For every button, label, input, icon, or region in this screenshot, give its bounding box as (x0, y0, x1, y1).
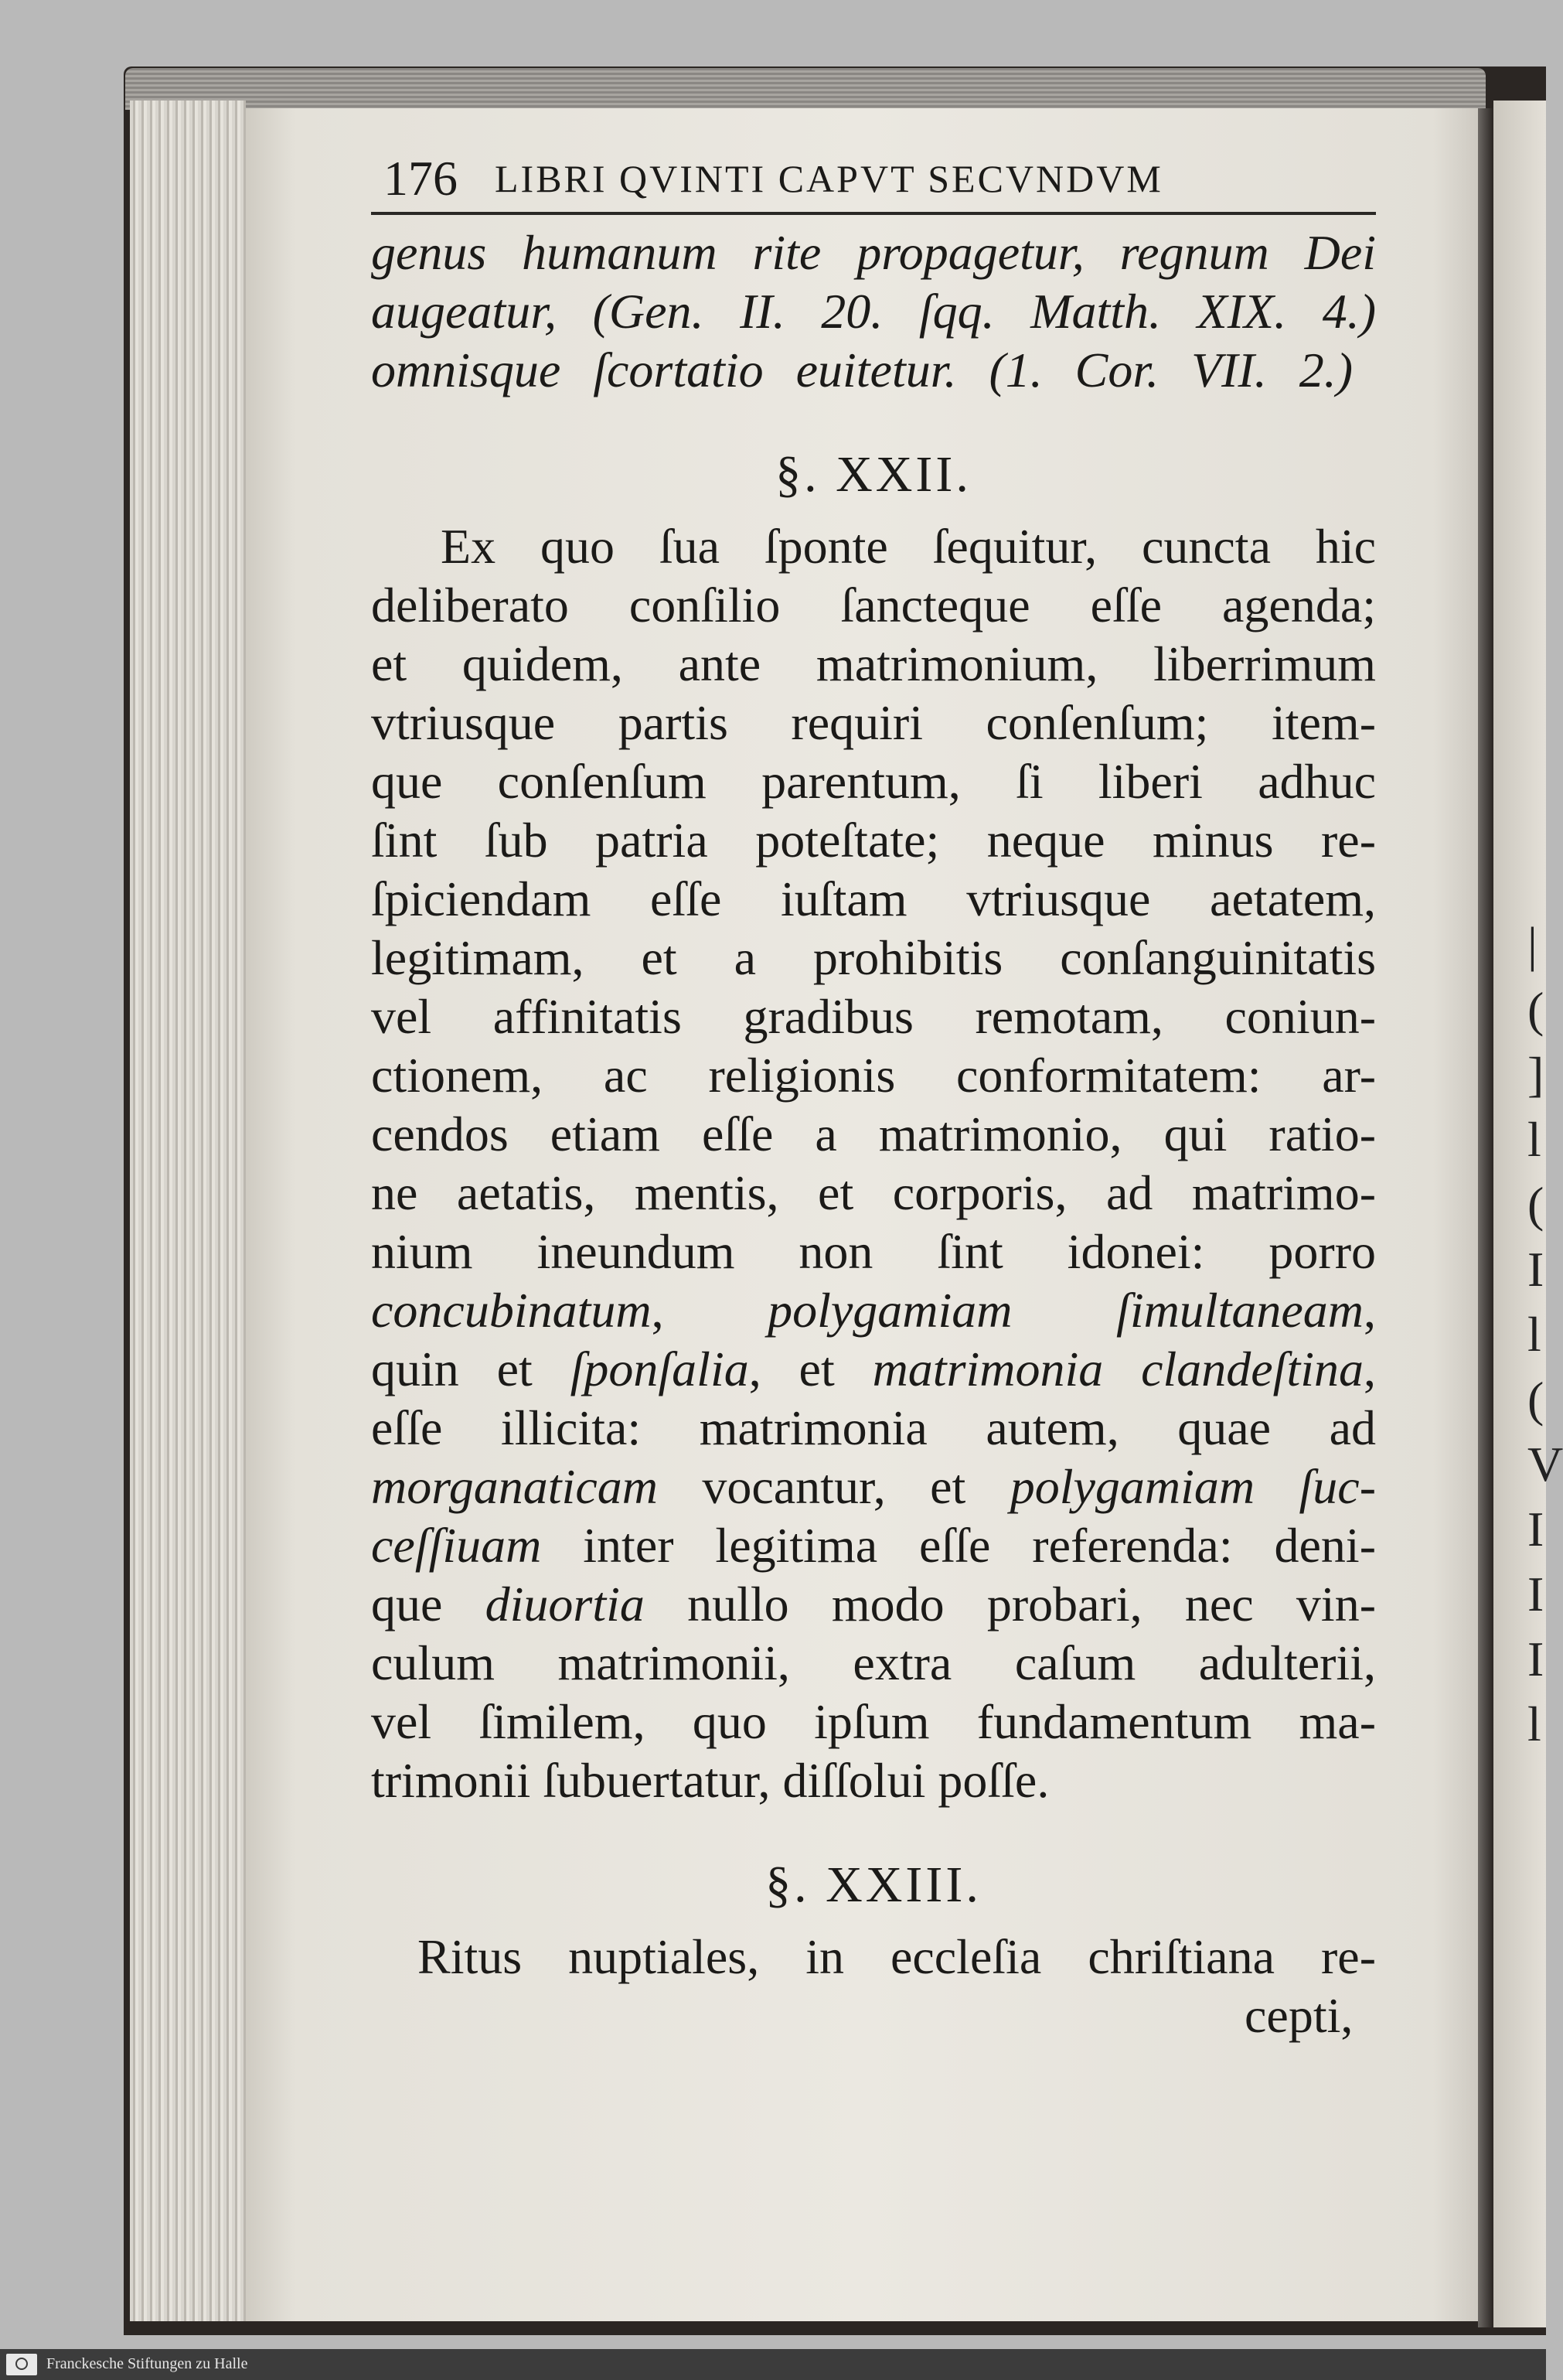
text-line: ſpiciendam eſſe iuſtam vtriusque aetatem, (371, 871, 1376, 926)
page-block-top-edge (125, 68, 1486, 110)
running-title: LIBRI QVINTI CAPVT SECVNDVM (495, 157, 1163, 200)
text-run: vocantur, et (657, 1459, 1010, 1514)
text-line: ctionem, ac religionis conformitatem: ar- (371, 1048, 1376, 1103)
text-run: nullo modo probari, nec vin- (644, 1577, 1377, 1632)
italic-term: concubinatum (371, 1283, 652, 1338)
section-heading-xxii: §. XXII. (775, 446, 972, 503)
text-run: , (651, 1283, 768, 1338)
text-line: et quidem, ante matrimonium, liberrimum (371, 636, 1376, 691)
text-line (371, 1517, 1376, 1574)
text-line: eſſe illicita: matrimonia autem, quae ad (371, 1400, 1376, 1455)
intro-line: genus humanum rite propagetur, regnum Dei (371, 225, 1376, 280)
facing-page-text-fragments: | ( ] l ( I l ( V I I I l (1527, 917, 1563, 1751)
text-line (371, 1341, 1376, 1398)
text-line: que conſenſum parentum, ſi liberi adhuc (371, 754, 1376, 809)
text-line: vtriusque partis requiri conſenſum; item- (371, 695, 1376, 750)
text-line: Ritus nuptiales, in eccleſia chriſtiana re- (417, 1929, 1376, 1984)
text-line: Ex quo ſua ſponte ſequitur, cuncta hic (441, 519, 1376, 574)
italic-term: ceſſiuam (371, 1518, 542, 1573)
catchword: cepti, (1245, 1988, 1354, 2043)
text-line: legitimam, et a prohibitis conſanguinitatis (371, 930, 1376, 985)
text-line: deliberato conſilio ſancteque eſſe agenda; (371, 578, 1376, 633)
text-line: vel affinitatis gradibus remotam, coniun- (371, 989, 1376, 1044)
footer-bar (0, 2349, 1546, 2380)
text-line: ne aetatis, mentis, et corporis, ad matrimo- (371, 1165, 1376, 1220)
text-run: que (371, 1577, 485, 1632)
footer-institution: Franckesche Stiftungen zu Halle (46, 2355, 248, 2372)
intro-line: augeatur, (Gen. II. 20. ſqq. Matth. XIX. 4.) (371, 284, 1376, 339)
text-line: culum matrimonii, extra caſum adulterii, (371, 1635, 1376, 1690)
text-run: quin et (371, 1342, 570, 1396)
header-rule (371, 212, 1376, 215)
text-run: , (1364, 1283, 1376, 1338)
page-block-side-edge (130, 101, 246, 2321)
text-run: , et (748, 1342, 873, 1396)
text-line: trimonii ſubuertatur, diſſolui poſſe. (371, 1753, 1050, 1808)
italic-term: polygamiam ſuc- (1010, 1459, 1376, 1514)
running-head (371, 147, 1376, 206)
text-run: , (1364, 1342, 1377, 1396)
italic-term: polygamiam ſimultaneam (768, 1283, 1364, 1338)
text-line: ſint ſub patria poteſtate; neque minus re- (371, 813, 1376, 868)
text-line: vel ſimilem, quo ipſum fundamentum ma- (371, 1694, 1376, 1749)
page-number: 176 (383, 151, 458, 206)
text-line: cendos etiam eſſe a matrimonio, qui ratio- (371, 1106, 1376, 1161)
book-gutter (1478, 108, 1493, 2327)
intro-line: omnisque ſcortatio euitetur. (1. Cor. VII. 2.) (371, 343, 1353, 397)
text-line (371, 1576, 1376, 1633)
text-line (371, 1458, 1376, 1516)
italic-term: diuortia (485, 1577, 645, 1632)
italic-term: ſponſalia (570, 1342, 749, 1396)
text-run: inter legitima eſſe referenda: deni- (541, 1518, 1376, 1573)
italic-term: matrimonia clandeſtina (872, 1342, 1364, 1396)
text-line: nium ineundum non ſint idonei: porro (371, 1224, 1376, 1279)
text-line (371, 1282, 1376, 1339)
institution-logo-icon (6, 2354, 37, 2375)
italic-term: morganaticam (371, 1459, 658, 1514)
section-heading-xxiii: §. XXIII. (765, 1857, 982, 1913)
